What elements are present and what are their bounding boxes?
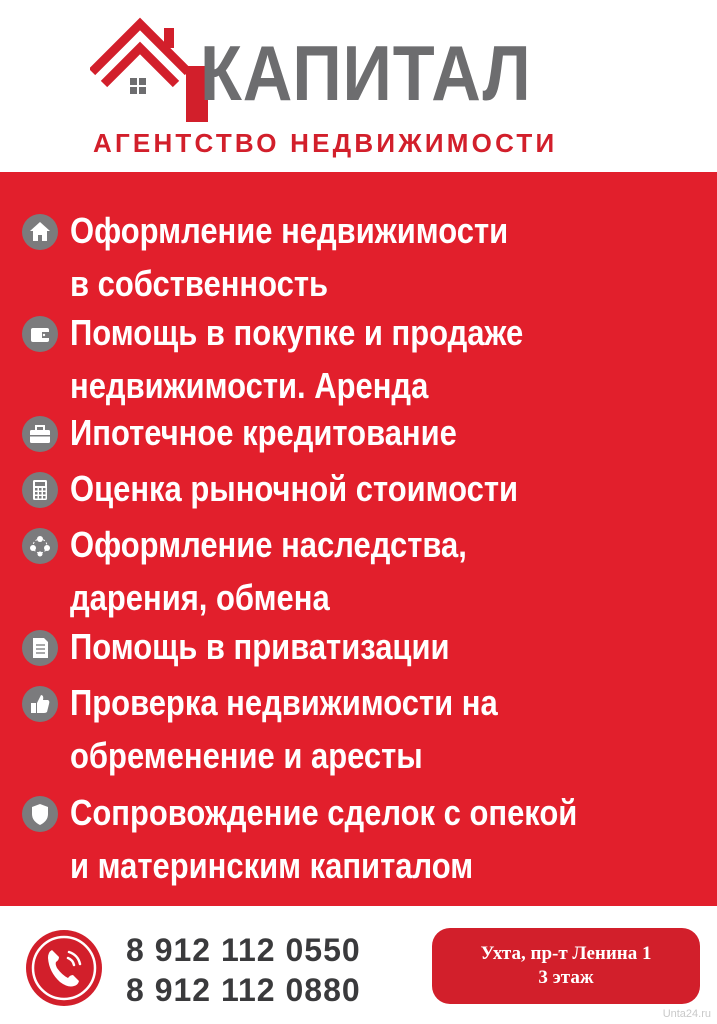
service-line: Сопровождение сделок с опекой bbox=[70, 792, 578, 833]
calculator-icon bbox=[22, 472, 58, 508]
service-line: недвижимости. Аренда bbox=[70, 365, 429, 406]
service-line: Оценка рыночной стоимости bbox=[70, 468, 519, 509]
service-line: Оформление наследства, bbox=[70, 524, 467, 565]
people-icon bbox=[22, 528, 58, 564]
thumbs-up-icon bbox=[22, 686, 58, 722]
services-panel bbox=[0, 172, 717, 906]
service-line: Проверка недвижимости на bbox=[70, 682, 498, 723]
phone-number[interactable]: 8 912 112 0550 bbox=[126, 932, 361, 968]
service-line: Ипотечное кредитование bbox=[70, 412, 457, 453]
wallet-icon bbox=[22, 316, 58, 352]
service-line: дарения, обмена bbox=[70, 577, 330, 618]
briefcase-icon bbox=[22, 416, 58, 452]
watermark: Unta24.ru bbox=[662, 1008, 711, 1020]
service-line: в собственность bbox=[70, 263, 329, 304]
header bbox=[0, 0, 717, 172]
shield-icon bbox=[22, 796, 58, 832]
house-logo-icon bbox=[90, 14, 210, 124]
phone-number[interactable]: 8 912 112 0880 bbox=[126, 972, 361, 1008]
brand-name: КАПИТАЛ bbox=[200, 29, 532, 117]
document-icon bbox=[22, 630, 58, 666]
address-line: 3 этаж bbox=[538, 967, 594, 988]
service-line: и материнским капиталом bbox=[70, 845, 474, 886]
service-line: Помощь в приватизации bbox=[70, 626, 450, 667]
service-line: обременение и аресты bbox=[70, 735, 423, 776]
contacts-footer bbox=[0, 906, 717, 1024]
house-icon bbox=[22, 214, 58, 250]
service-line: Оформление недвижимости bbox=[70, 210, 509, 251]
address-badge bbox=[432, 928, 700, 1004]
service-line: Помощь в покупке и продаже bbox=[70, 312, 524, 353]
phone-icon bbox=[24, 928, 104, 1008]
address-line: Ухта, пр-т Ленина 1 bbox=[480, 943, 652, 964]
brand-subtitle: АГЕНТСТВО НЕДВИЖИМОСТИ bbox=[93, 128, 558, 158]
phone-numbers bbox=[126, 930, 361, 1010]
